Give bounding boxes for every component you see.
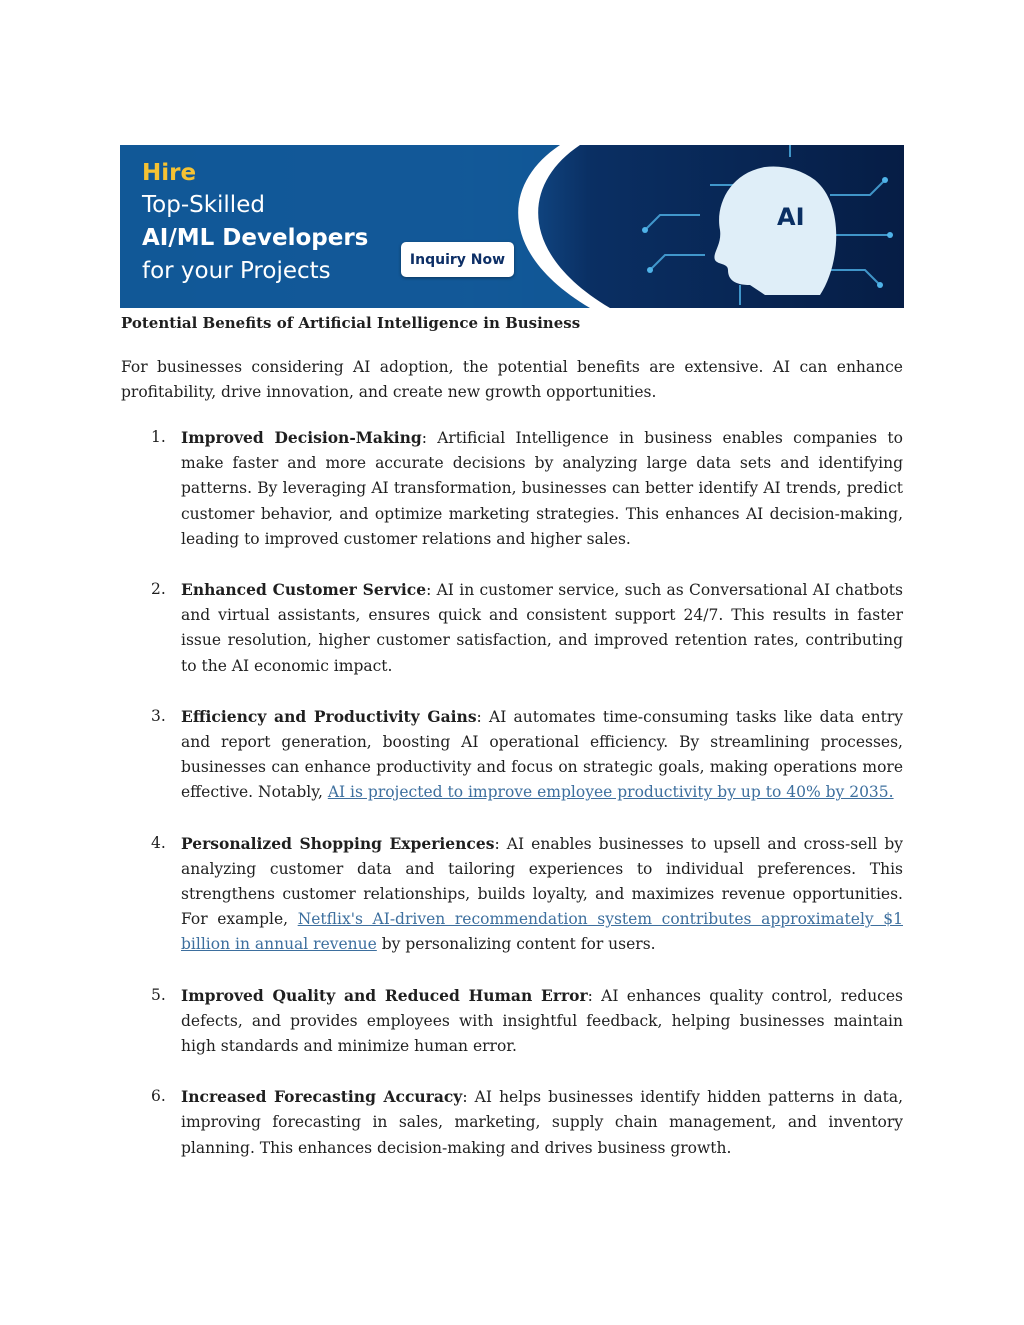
item-text: : AI in customer service, such as Conversational AI chatbots and virtual assistants, ensures quick and consistent support 24/7. This results in faster issue resolution, higher customer satisfaction, and improved retention rates, contributing to the AI economic impact. <box>181 581 903 675</box>
article-content <box>121 310 903 1186</box>
item-text: : AI helps businesses identify hidden patterns in data, improving forecasting in sales, marketing, supply chain management, and inventory planning. This enhances decision-making and drives business growth. <box>181 1088 903 1157</box>
item-text-after: by personalizing content for users. <box>376 935 656 954</box>
list-item <box>121 983 903 1060</box>
list-item <box>121 831 903 958</box>
item-term: Increased Forecasting Accuracy <box>181 1087 463 1107</box>
list-item <box>121 704 903 806</box>
list-item <box>121 425 903 552</box>
item-text: : AI enables businesses to upsell and cross-sell by analyzing customer data and tailoring experiences to individual preferences. This strengthens customer relationships, builds loyalty, and maximizes revenue opportunities. For example, <box>181 834 904 929</box>
section-heading: Potential Benefits of Artificial Intelligence in Business <box>121 314 581 332</box>
banner-line-hire: Hire <box>142 160 197 186</box>
intro-line-1: For businesses considering AI adoption, the potential benefits are extensive. AI can enhance <box>121 358 903 376</box>
item-number: 3. <box>151 706 166 725</box>
item-term: Improved Quality and Reduced Human Error <box>181 985 588 1005</box>
list-item <box>121 1084 903 1161</box>
item-text: : AI automates time-consuming tasks like data entry and report generation, boosting AI operational efficiency. By streamlining processes, businesses can enhance productivity and focus on strategic goals, making operations more effective. Notably, <box>181 707 903 802</box>
banner-line-projects: for your Projects <box>142 258 331 284</box>
intro-line-2: profitability, drive innovation, and create new growth opportunities. <box>121 383 657 401</box>
hire-developers-banner[interactable] <box>120 145 904 308</box>
item-text: : Artificial Intelligence in business enables companies to make faster and more accurate decisions by analyzing large data sets and identifying patterns. By leveraging AI transformation, businesses can better identify AI trends, predict customer behavior, and optimize marketing strategies. This enhances AI decision-making, leading to improved customer relations and higher sales. <box>181 429 903 548</box>
banner-line-top-skilled: Top-Skilled <box>142 192 265 218</box>
benefits-list <box>121 425 903 1161</box>
inquiry-now-button[interactable]: Inquiry Now <box>401 242 514 277</box>
item-term: Efficiency and Productivity Gains <box>181 706 477 726</box>
item-number: 4. <box>151 833 166 852</box>
item-number: 1. <box>151 428 166 446</box>
item-number: 5. <box>151 985 166 1004</box>
item-text: : AI enhances quality control, reduces defects, and provides employees with insightful feedback, helping businesses maintain high standards and minimize human error. <box>181 986 903 1056</box>
netflix-revenue-link[interactable]: Netflix's AI-driven recommendation system contributes approximately $1 billion in annual revenue <box>181 910 903 954</box>
banner-headline <box>142 157 368 287</box>
item-term: Personalized Shopping Experiences <box>181 833 495 853</box>
item-term: Enhanced Customer Service <box>181 580 427 600</box>
ai-badge-text: AI <box>777 203 805 231</box>
banner-line-aiml: AI/ML Developers <box>142 225 369 251</box>
item-number: 6. <box>151 1087 166 1106</box>
ai-head-circuit-icon <box>590 145 904 308</box>
list-item <box>121 577 903 679</box>
item-term: Improved Decision-Making <box>181 428 422 447</box>
item-number: 2. <box>151 580 166 599</box>
productivity-stat-link[interactable]: AI is projected to improve employee productivity by up to 40% by 2035. <box>327 783 894 802</box>
intro-paragraph <box>121 355 903 405</box>
